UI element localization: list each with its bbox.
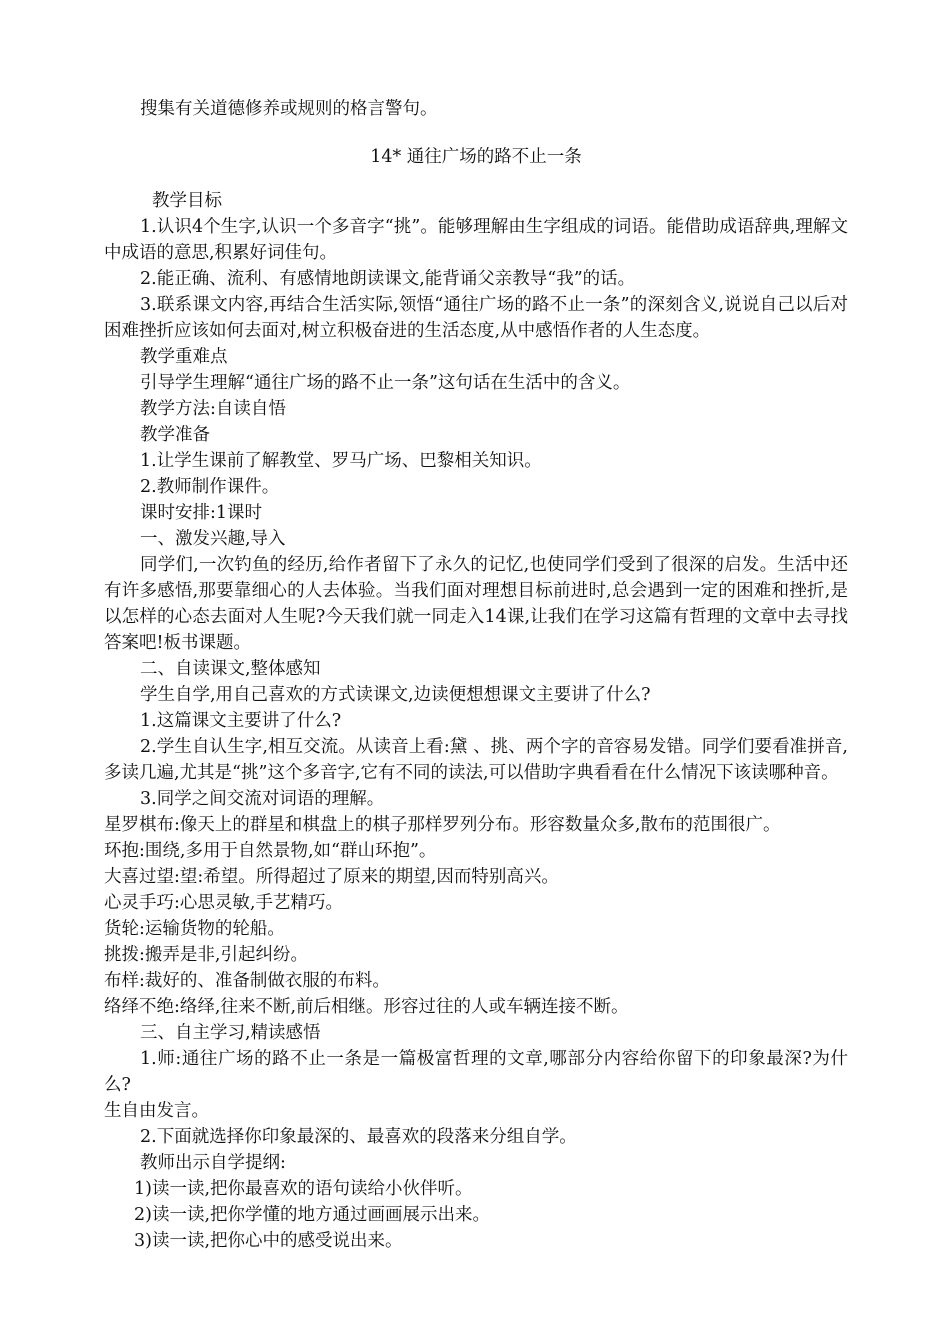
key-heading: 教学重难点: [140, 346, 228, 367]
key-text: 引导学生理解“通往广场的路不止一条”这句话在生活中的含义。: [140, 372, 631, 393]
goal-1: 1.认识4个生字,认识一个多音字“挑”。能够理解由生字组成的词语。能借助成语辞典,理解文中成语的意思,积累好词佳句。: [104, 216, 848, 263]
method-line: 教学方法:自读自悟: [140, 398, 286, 419]
vocab-item: 布样:裁好的、准备制做衣服的布料。: [104, 970, 390, 991]
section-2-q1: 1.这篇课文主要讲了什么?: [140, 710, 342, 731]
section-2-intro: 学生自学,用自己喜欢的方式读课文,边读便想想课文主要讲了什么?: [140, 684, 651, 705]
vocab-item: 络绎不绝:络绎,往来不断,前后相继。形容过往的人或车辆连接不断。: [104, 996, 629, 1017]
vocab-item: 心灵手巧:心思灵敏,手艺精巧。: [104, 892, 343, 913]
section-2-q2: 2.学生自认生字,相互交流。从读音上看:黛 、挑、两个字的音容易发错。同学们要看准拼音,多读几遍,尤其是“挑”这个多音字,它有不同的读法,可以借助字典看看在什么情况下该读哪种音。: [104, 736, 848, 783]
vocab-item: 挑拨:搬弄是非,引起纠纷。: [104, 944, 308, 965]
prep-heading: 教学准备: [140, 424, 210, 445]
outline-item: 1)读一读,把你最喜欢的语句读给小伙伴听。: [134, 1178, 473, 1199]
lesson-title: 14* 通往广场的路不止一条: [370, 147, 582, 167]
vocab-item: 大喜过望:望:希望。所得超过了原来的期望,因而特别高兴。: [104, 866, 559, 887]
goal-3: 3.联系课文内容,再结合生活实际,领悟“通往广场的路不止一条”的深刻含义,说说自己以后对困难挫折应该如何去面对,树立积极奋进的生活态度,从中感悟作者的人生态度。: [104, 294, 848, 341]
section-1-heading: 一、激发兴趣,导入: [140, 528, 286, 549]
document-page: [104, 96, 848, 1254]
schedule-line: 课时安排:1课时: [140, 502, 263, 523]
goals-heading: 教学目标: [152, 190, 222, 211]
section-2-q3: 3.同学之间交流对词语的理解。: [140, 788, 385, 809]
vocab-item: 星罗棋布:像天上的群星和棋盘上的棋子那样罗列分布。形容数量众多,散布的范围很广。: [104, 814, 781, 835]
prep-2: 2.教师制作课件。: [140, 476, 280, 497]
section-3-heading: 三、自主学习,精读感悟: [140, 1022, 321, 1043]
section-2-heading: 二、自读课文,整体感知: [140, 658, 321, 679]
vocab-item: 货轮:运输货物的轮船。: [104, 918, 285, 939]
section-3-q1: 1.师:通往广场的路不止一条是一篇极富哲理的文章,哪部分内容给你留下的印象最深?为什么?: [104, 1048, 848, 1095]
outline-item: 2)读一读,把你学懂的地方通过画画展示出来。: [134, 1204, 491, 1225]
goal-2: 2.能正确、流利、有感情地朗读课文,能背诵父亲教导“我”的话。: [140, 268, 636, 289]
prep-1: 1.让学生课前了解教堂、罗马广场、巴黎相关知识。: [140, 450, 542, 471]
section-3-answer: 生自由发言。: [104, 1100, 209, 1121]
section-1-text: 同学们,一次钓鱼的经历,给作者留下了永久的记忆,也使同学们受到了很深的启发。生活中还有许多感悟,那要靠细心的人去体验。当我们面对理想目标前进时,总会遇到一定的困难和挫折,是以怎样的心态去面对人生呢?今天我们就一同走入14课,让我们在学习这篇有哲理的文章中去寻找答案吧!板书课题。: [104, 554, 848, 653]
vocab-item: 环抱:围绕,多用于自然景物,如“群山环抱”。: [104, 840, 437, 861]
outline-item: 3)读一读,把你心中的感受说出来。: [134, 1230, 403, 1251]
section-3-outline: 教师出示自学提纲:: [140, 1152, 286, 1173]
top-line: 搜集有关道德修养或规则的格言警句。: [140, 99, 438, 119]
section-3-q2: 2.下面就选择你印象最深的、最喜欢的段落来分组自学。: [140, 1126, 577, 1147]
